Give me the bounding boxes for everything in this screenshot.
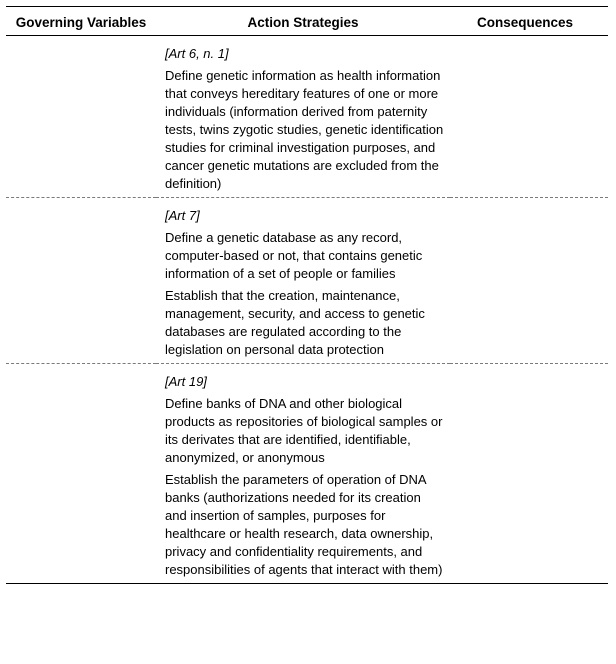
consequences-cell (450, 198, 608, 364)
table-body (6, 36, 608, 584)
strategy-text: Establish the parameters of operation of DNA banks (authorizations needed for its creation and insertion of samples, purposes for healthcare or health research, data ownership, privacy and confidentiality requirements, and responsibilities of agents that interact with them) (165, 472, 443, 577)
header-governing-variables: Governing Variables (15, 15, 147, 30)
strategies-cell (156, 364, 450, 584)
governing-cell (6, 364, 156, 584)
article-reference: [Art 7] (165, 208, 200, 223)
table-row (6, 364, 608, 584)
consequences-cell (450, 36, 608, 198)
strategy-text: Define a genetic database as any record, computer-based or not, that contains genetic information of a set of people or families (165, 230, 423, 281)
consequences-cell (450, 364, 608, 584)
table-row (6, 198, 608, 364)
strategy-text: Define genetic information as health information that conveys hereditary features of one or more individuals (information derived from paternity tests, twins zygotic studies, genetic identification studies for criminal investigation purposes, and cancer genetic mutations are excluded from the definition) (165, 68, 444, 191)
strategies-table (6, 6, 608, 584)
table-row (6, 36, 608, 198)
governing-cell (6, 198, 156, 364)
strategies-cell (156, 198, 450, 364)
article-reference: [Art 19] (165, 374, 207, 389)
header-action-strategies: Action Strategies (247, 15, 359, 30)
article-reference: [Art 6, n. 1] (165, 46, 229, 61)
header-consequences: Consequences (476, 15, 574, 30)
table-header (6, 7, 608, 36)
strategy-text: Define banks of DNA and other biological products as repositories of biological samples or its derivates that are identified, identifiable, anonymized, or anonymous (165, 396, 443, 465)
strategy-text: Establish that the creation, maintenance, management, security, and access to genetic databases are regulated according to the legislation on personal data protection (165, 288, 425, 357)
header-row (6, 7, 608, 36)
strategies-cell (156, 36, 450, 198)
governing-cell (6, 36, 156, 198)
